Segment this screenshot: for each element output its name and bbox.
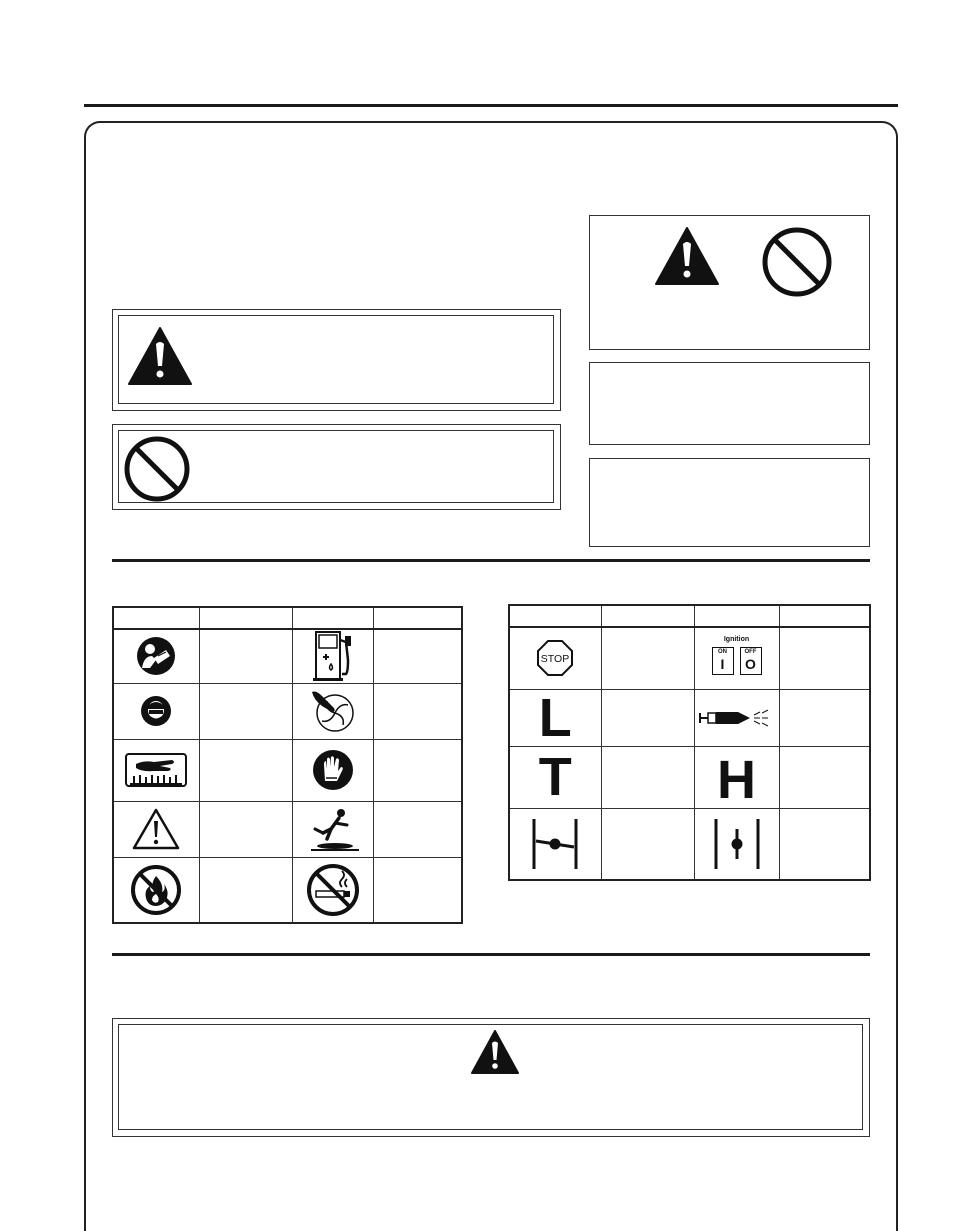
table-header-row <box>113 607 462 629</box>
table-row <box>509 627 870 689</box>
safety-alert-box <box>112 309 561 411</box>
table-header-row <box>509 605 870 627</box>
ignition-on-key <box>712 647 734 675</box>
header-rule <box>84 104 898 107</box>
table-row <box>113 629 462 683</box>
warning-triangle-icon <box>470 1029 520 1075</box>
no-open-flame-icon <box>130 864 182 916</box>
ignition-off-glyph: O <box>745 656 756 673</box>
safety-alert-box-inner <box>118 315 554 404</box>
info-box-2 <box>589 458 870 547</box>
ignition-off-label: OFF <box>744 649 757 656</box>
letter-t-icon: T <box>538 747 572 807</box>
fuel-injection-icon <box>698 708 776 728</box>
info-box-1 <box>589 362 870 445</box>
table-row <box>113 683 462 739</box>
table-row <box>113 857 462 923</box>
ignition-switch-icon <box>707 636 767 680</box>
warning-box <box>112 1018 870 1137</box>
prohibition-circle-icon <box>761 226 833 298</box>
rotating-blade-hand-icon <box>310 688 356 734</box>
warning-triangle-icon <box>131 807 181 851</box>
slip-hazard-icon <box>305 807 361 851</box>
section-rule-1 <box>112 559 870 562</box>
head-protection-icon <box>140 695 172 727</box>
warning-triangle-icon <box>654 226 720 286</box>
choke-closed-icon <box>530 817 580 871</box>
warning-triangle-icon <box>127 326 193 386</box>
letter-l-icon: L <box>538 687 572 748</box>
ignition-on-label: ON <box>718 649 727 656</box>
ignition-on-glyph: I <box>720 656 725 673</box>
read-manual-icon <box>136 636 176 676</box>
letter-h-icon: H <box>717 750 756 810</box>
table-row <box>113 801 462 857</box>
table-row <box>509 808 870 880</box>
hot-surface-hand-icon <box>124 750 188 790</box>
ignition-label: Ignition <box>723 636 750 644</box>
prohibition-box <box>112 424 561 510</box>
table-row <box>509 746 870 808</box>
section-rule-2 <box>112 953 870 956</box>
stop-sign-label: STOP <box>541 653 570 666</box>
choke-open-icon <box>712 817 762 871</box>
right-symbol-table <box>508 604 871 881</box>
warning-box-inner <box>118 1024 863 1130</box>
ignition-off-key <box>740 647 762 675</box>
gloves-icon <box>312 749 354 791</box>
fuel-pump-icon <box>312 630 354 682</box>
stop-sign-icon <box>536 639 574 677</box>
table-row <box>113 739 462 801</box>
symbols-box <box>589 215 870 350</box>
prohibition-box-inner <box>118 430 554 503</box>
prohibition-circle-icon <box>123 435 191 503</box>
left-symbol-table <box>112 606 463 924</box>
table-row <box>509 689 870 746</box>
no-smoking-icon <box>306 863 360 917</box>
